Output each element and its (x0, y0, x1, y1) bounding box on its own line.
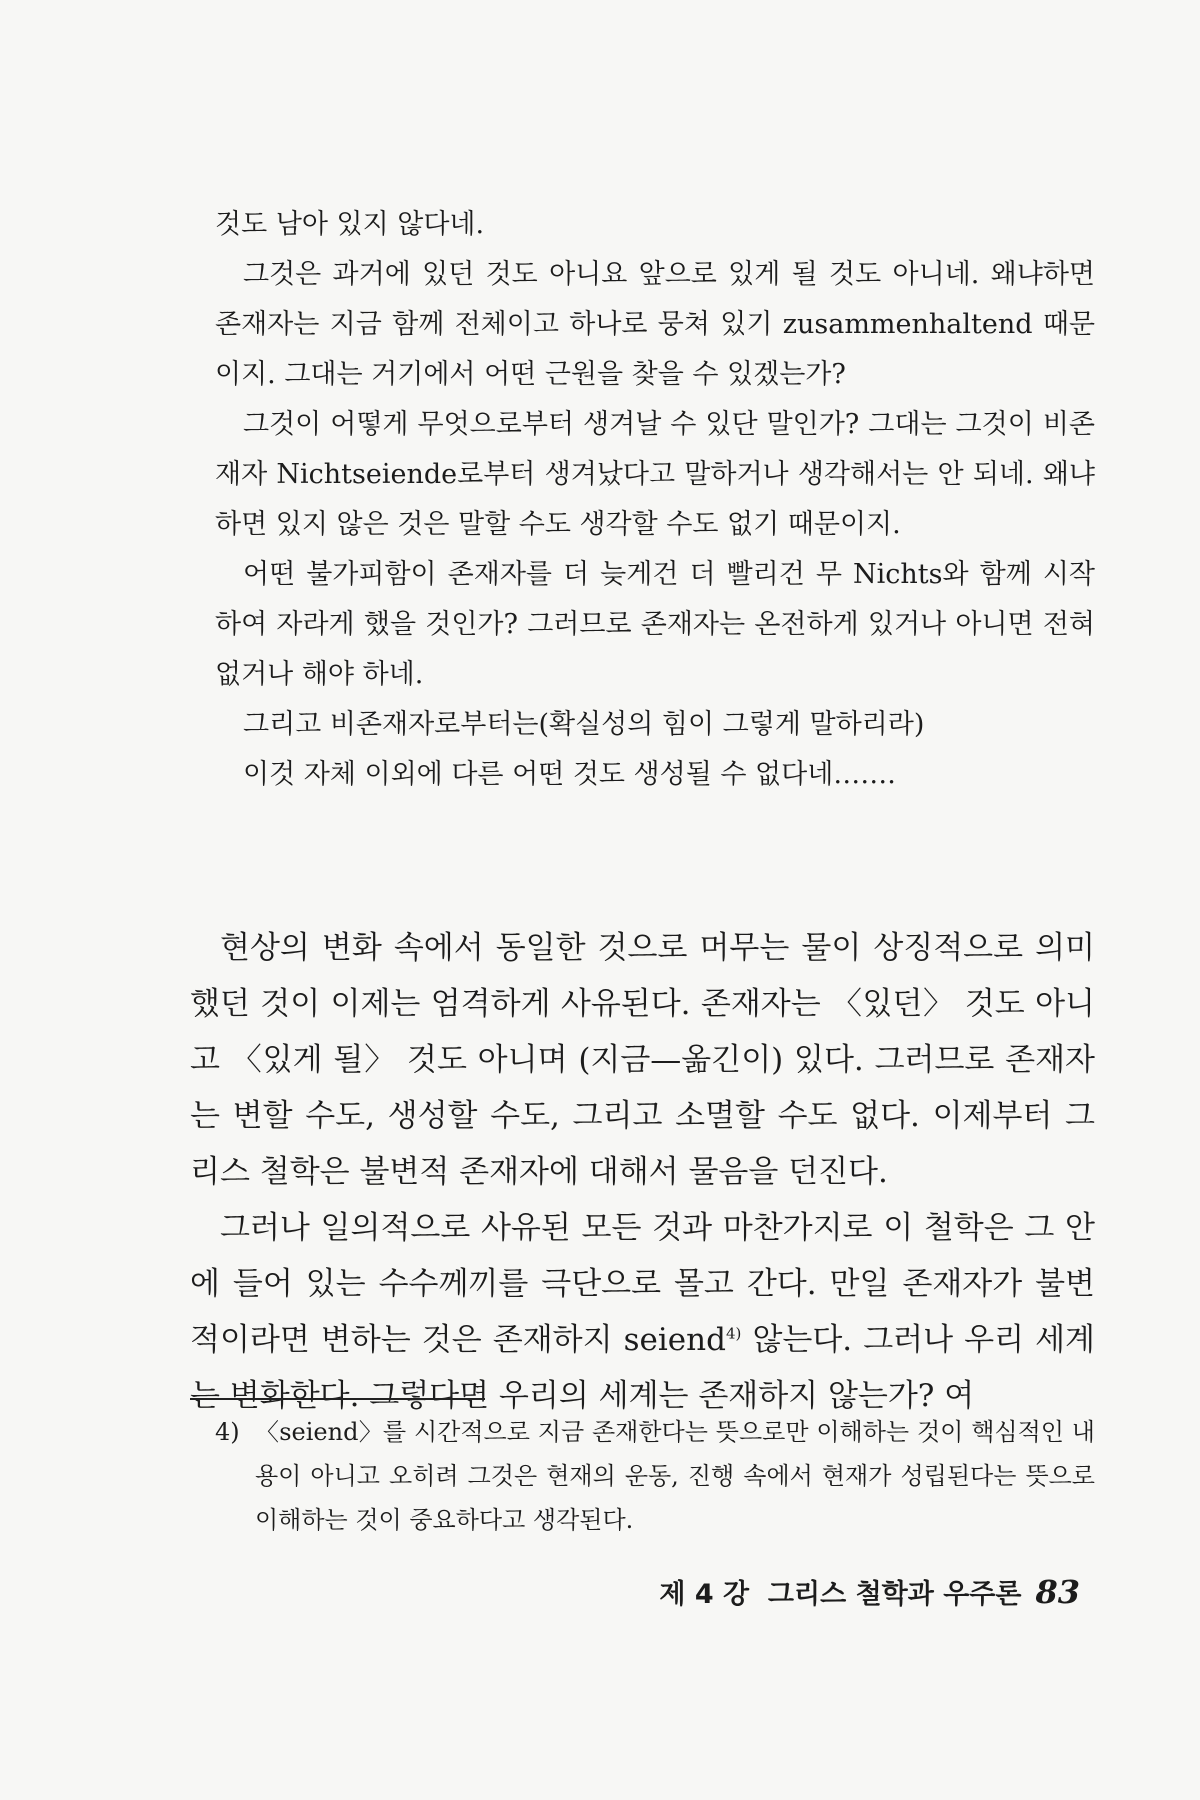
footnote (215, 1410, 1095, 1542)
running-footer (659, 1572, 1080, 1611)
quote-paragraph: 그것은 과거에 있던 것도 아니요 앞으로 있게 될 것도 아니네. 왜냐하면 존재자는 지금 함께 전체이고 하나로 뭉쳐 있기 zusammenhaltend 때문이지. 그대는 거기에서 어떤 근원을 찾을 수 있겠는가? (215, 259, 1095, 390)
parmenides-quote (215, 200, 1095, 800)
footnote-separator (190, 1398, 485, 1400)
quote-line: 것도 남아 있지 않다네. (215, 209, 485, 240)
quote-verse-line: 이것 자체 이외에 다른 어떤 것도 생성될 수 없다네……. (243, 759, 896, 790)
quote-paragraph: 어떤 불가피함이 존재자를 더 늦게건 더 빨리건 무 Nichts와 함께 시작하여 자라게 했을 것인가? 그러므로 존재자는 온전하게 있거나 아니면 전혀 없거나 해야 하네. (215, 559, 1095, 690)
quote-verse-line: 그리고 비존재자로부터는(확실성의 힘이 그렇게 말하리라) (243, 709, 925, 740)
quote-paragraph: 그것이 어떻게 무엇으로부터 생겨날 수 있단 말인가? 그대는 그것이 비존재자 Nichtseiende로부터 생겨났다고 말하거나 생각해서는 안 되네. 왜냐하면 있지 않은 것은 말할 수도 생각할 수도 없기 때문이지. (215, 409, 1095, 540)
body-text (190, 920, 1095, 1424)
page-number: 83 (1035, 1573, 1080, 1611)
body-text-segment: 않는다. 그러나 우리 세계는 변화한다. 그렇다면 우리의 세계는 존재하지 않는가? 여 (190, 1322, 1095, 1414)
footnote-text: 〈seiend〉를 시간적으로 지금 존재한다는 뜻으로만 이해하는 것이 핵심적인 내용이 아니고 오히려 그것은 현재의 운동, 진행 속에서 현재가 성립된다는 뜻으로 이해하는 것이 중요하다고 생각된다. (255, 1418, 1095, 1534)
body-text-segment: 그러나 일의적으로 사유된 모든 것과 마찬가지로 이 철학은 그 안에 들어 있는 수수께끼를 극단으로 몰고 간다. 만일 존재자가 불변적이라면 변하는 것은 존재하지 seiend (190, 1210, 1095, 1358)
body-paragraph: 현상의 변화 속에서 동일한 것으로 머무는 물이 상징적으로 의미했던 것이 이제는 엄격하게 사유된다. 존재자는 〈있던〉 것도 아니고 〈있게 될〉 것도 아니며 (지금—옮긴이) 있다. 그러므로 존재자는 변할 수도, 생성할 수도, 그리고 소멸할 수도 없다. 이제부터 그리스 철학은 불변적 존재자에 대해서 물음을 던진다. (190, 930, 1095, 1190)
footnote-number: 4) (215, 1418, 240, 1446)
footnote-reference: 4) (725, 1324, 742, 1343)
chapter-title: 제 4 강 그리스 철학과 우주론 (659, 1579, 1022, 1610)
body-paragraph (190, 1200, 1095, 1424)
